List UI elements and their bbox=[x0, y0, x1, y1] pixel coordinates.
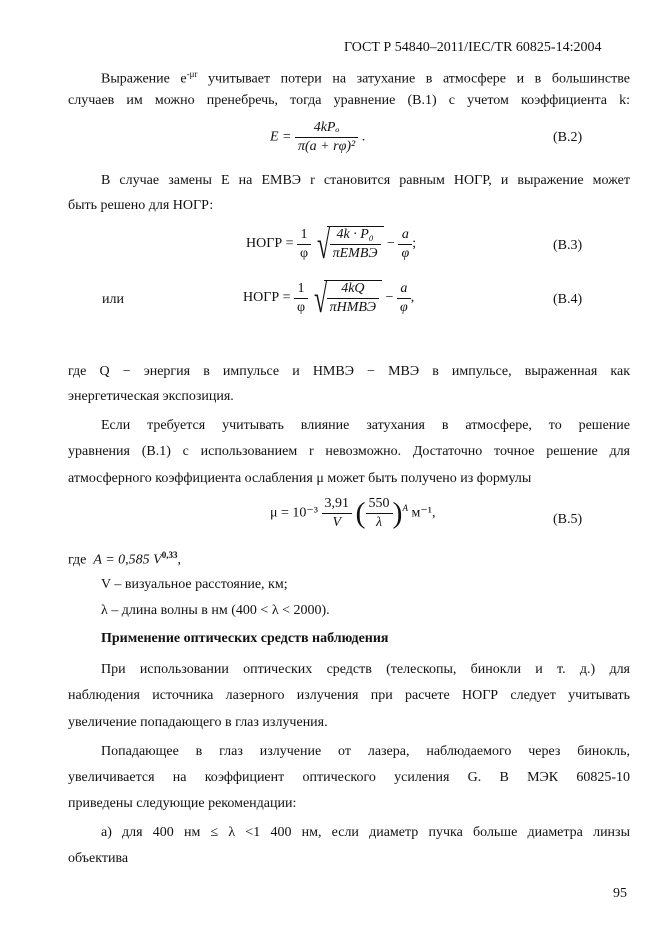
paragraph-line: объектива bbox=[68, 851, 129, 866]
paragraph-line: наблюдения источника лазерного излучения при расчете НОГР следует учитывать bbox=[68, 688, 630, 703]
document-code: ГОСТ Р 54840–2011/IEC/TR 60825-14:2004 bbox=[344, 40, 602, 55]
paragraph-line: увеличивается на коэффициент оптического усиления G. В МЭК 60825-10 bbox=[68, 770, 630, 785]
section-heading: Применение оптических средств наблюдения bbox=[101, 631, 389, 646]
paragraph-line: Попадающее в глаз излучение от лазера, наблюдаемого через бинокль, bbox=[101, 744, 630, 759]
equation-label: (В.4) bbox=[553, 292, 583, 307]
paragraph-line: приведены следующие рекомендации: bbox=[68, 796, 297, 811]
paragraph-line: Выражение $e^{-\mu r}$ учитывает потери на затухание в атмосфере и в большинстве bbox=[101, 69, 630, 87]
paragraph-line: где Q − энергия в импульсе и HМВЭ − МВЭ в импульсе, выраженная как bbox=[68, 364, 630, 379]
equation-b2: E = $\frac{\text{4kPₒ}}{\text{π(a + rφ)²}}$ . bbox=[270, 120, 366, 154]
equation-b5: μ = 10⁻³ $\frac{3,91}{V}$ ( $\frac{550}{\lambda}$ )$^A$ м⁻¹, bbox=[270, 496, 436, 530]
paragraph-line: случаев им можно пренебречь, тогда уравнение (В.1) с учетом коэффициента k: bbox=[68, 93, 630, 108]
where-a-line: где A = 0,585 V$^{0,33}$, bbox=[68, 550, 181, 568]
equation-label: (В.3) bbox=[553, 238, 583, 253]
equation-b4: НОГР = $\frac{1}{\varphi}$ √ $\frac{4kQ}{\text{πHМВЭ}}$ − $\frac{a}{\varphi}$ , bbox=[243, 280, 414, 316]
paragraph-line: быть решено для НОГР: bbox=[68, 198, 214, 213]
where-lambda-line: λ – длина волны в нм (400 < λ < 2000). bbox=[101, 603, 330, 618]
paragraph-line: При использовании оптических средств (телескопы, бинокли и т. д.) для bbox=[101, 662, 630, 677]
paragraph-line: атмосферного коэффициента ослабления μ может быть получено из формулы bbox=[68, 471, 532, 486]
equation-b3: НОГР = $\frac{1}{\varphi}$ √ $\frac{\text{4k · P₀}}{\text{πEМВЭ}}$ − $\frac{a}{\varphi}$ ; bbox=[246, 226, 416, 262]
paragraph-line: В случае замены E на EМВЭ r становится равным НОГР, и выражение может bbox=[101, 173, 630, 188]
paragraph-line: энергетическая экспозиция. bbox=[68, 389, 234, 404]
paragraph-line: увеличение попадающего в глаз излучения. bbox=[68, 715, 328, 730]
page-number: 95 bbox=[613, 886, 627, 901]
equation-label: (В.5) bbox=[553, 512, 583, 527]
where-v-line: V – визуальное расстояние, км; bbox=[101, 577, 288, 592]
paragraph-line: а) для 400 нм ≤ λ <1 400 нм, если диаметр пучка больше диаметра линзы bbox=[101, 825, 630, 840]
paragraph-line: уравнения (В.1) с использованием r невозможно. Достаточно точное решение для bbox=[68, 444, 630, 459]
equation-label: (В.2) bbox=[553, 130, 583, 145]
paragraph-line: Если требуется учитывать влияние затухания в атмосфере, то решение bbox=[101, 418, 630, 433]
or-word: или bbox=[102, 292, 124, 307]
